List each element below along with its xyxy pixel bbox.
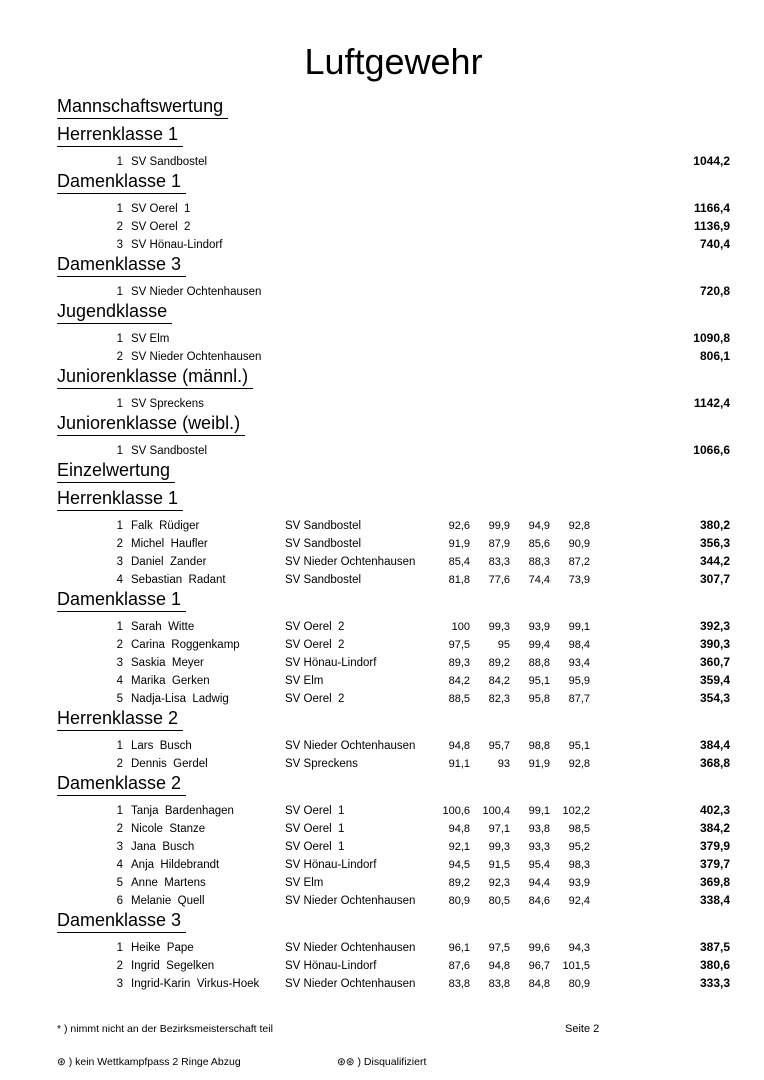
club-cell: SV Oerel 2 xyxy=(285,621,345,633)
class-heading xyxy=(57,708,730,731)
series-score-cell-3: 74,4 xyxy=(528,574,550,586)
class-heading-label: Damenklasse 3 xyxy=(57,254,186,277)
class-rows xyxy=(57,152,730,170)
class-heading xyxy=(57,254,730,277)
rank-cell: 2 xyxy=(116,351,123,363)
total-score-cell: 402,3 xyxy=(699,803,730,817)
shooter-name-cell: Lars Busch xyxy=(131,740,192,752)
page-title: Luftgewehr xyxy=(304,41,483,82)
series-score-cell-3: 88,8 xyxy=(528,657,550,669)
class-rows xyxy=(57,329,730,365)
series-score-cell-2: 83,8 xyxy=(488,978,510,990)
individual-result-row xyxy=(57,819,730,837)
series-score-cell-2: 91,5 xyxy=(488,859,510,871)
result-class-block xyxy=(57,773,730,909)
team-results-section xyxy=(57,96,730,459)
club-cell: SV Oerel 2 xyxy=(285,639,345,651)
team-name-cell: SV Sandbostel xyxy=(131,445,208,457)
series-score-cell-4: 102,2 xyxy=(562,805,590,817)
series-score-cell-1: 100,6 xyxy=(442,805,470,817)
class-heading-label: Juniorenklasse (männl.) xyxy=(57,366,253,389)
series-score-cell-2: 84,2 xyxy=(488,675,510,687)
class-heading-label: Jugendklasse xyxy=(57,301,172,324)
series-score-cell-3: 88,3 xyxy=(528,556,550,568)
team-name-cell: SV Nieder Ochtenhausen xyxy=(131,286,262,298)
series-score-cell-1: 89,2 xyxy=(448,877,470,889)
club-cell: SV Oerel 2 xyxy=(285,693,345,705)
footnote-disqualified: ⊛⊛ ) Disqualifiziert xyxy=(337,1056,427,1068)
club-cell: SV Nieder Ochtenhausen xyxy=(285,895,416,907)
rank-cell: 1 xyxy=(116,398,123,410)
series-score-cell-1: 84,2 xyxy=(448,675,470,687)
total-score-cell: 1136,9 xyxy=(693,219,730,233)
rank-cell: 3 xyxy=(116,841,123,853)
rank-cell: 5 xyxy=(116,693,123,705)
series-score-cell-2: 100,4 xyxy=(482,805,510,817)
total-score-cell: 338,4 xyxy=(699,893,730,907)
footer-line-2 xyxy=(57,1055,730,1069)
team-result-row xyxy=(57,329,730,347)
team-classes-container xyxy=(57,124,730,459)
series-score-cell-1: 100 xyxy=(451,621,470,633)
class-heading-label: Juniorenklasse (weibl.) xyxy=(57,413,245,436)
shooter-name-cell: Sebastian Radant xyxy=(131,574,226,586)
team-name-cell: SV Hönau-Lindorf xyxy=(131,239,223,251)
shooter-name-cell: Melanie Quell xyxy=(131,895,205,907)
team-section-heading xyxy=(57,96,730,119)
series-score-cell-3: 96,7 xyxy=(528,960,550,972)
individual-section-heading-label: Einzelwertung xyxy=(57,460,175,483)
series-score-cell-4: 98,4 xyxy=(568,639,590,651)
series-score-cell-1: 83,8 xyxy=(448,978,470,990)
rank-cell: 1 xyxy=(116,805,123,817)
total-score-cell: 307,7 xyxy=(699,572,730,586)
shooter-name-cell: Anja Hildebrandt xyxy=(131,859,220,871)
shooter-name-cell: Marika Gerken xyxy=(131,675,210,687)
class-heading xyxy=(57,589,730,612)
series-score-cell-3: 93,8 xyxy=(528,823,550,835)
class-rows xyxy=(57,394,730,412)
series-score-cell-3: 84,6 xyxy=(528,895,550,907)
total-score-cell: 390,3 xyxy=(699,637,730,651)
rank-cell: 1 xyxy=(116,942,123,954)
total-score-cell: 1142,4 xyxy=(693,396,730,410)
result-class-block xyxy=(57,254,730,300)
series-score-cell-4: 73,9 xyxy=(568,574,590,586)
total-score-cell: 1066,6 xyxy=(693,443,730,457)
class-heading-label: Damenklasse 1 xyxy=(57,171,186,194)
club-cell: SV Sandbostel xyxy=(285,520,362,532)
series-score-cell-1: 92,1 xyxy=(448,841,470,853)
rank-cell: 1 xyxy=(116,621,123,633)
club-cell: SV Nieder Ochtenhausen xyxy=(285,942,416,954)
club-cell: SV Spreckens xyxy=(285,758,358,770)
series-score-cell-3: 91,9 xyxy=(528,758,550,770)
individual-result-row xyxy=(57,956,730,974)
series-score-cell-1: 91,1 xyxy=(448,758,470,770)
series-score-cell-3: 93,9 xyxy=(528,621,550,633)
series-score-cell-2: 94,8 xyxy=(488,960,510,972)
series-score-cell-1: 91,9 xyxy=(448,538,470,550)
class-heading-label: Damenklasse 1 xyxy=(57,589,186,612)
result-class-block xyxy=(57,589,730,707)
shooter-name-cell: Nicole Stanze xyxy=(131,823,206,835)
series-score-cell-4: 92,8 xyxy=(568,758,590,770)
team-section-heading-label: Mannschaftswertung xyxy=(57,96,228,119)
series-score-cell-4: 101,5 xyxy=(562,960,590,972)
shooter-name-cell: Heike Pape xyxy=(131,942,194,954)
club-cell: SV Oerel 1 xyxy=(285,841,345,853)
class-heading-label: Herrenklasse 1 xyxy=(57,124,183,147)
class-heading xyxy=(57,773,730,796)
total-score-cell: 379,7 xyxy=(699,857,730,871)
series-score-cell-4: 94,3 xyxy=(568,942,590,954)
result-class-block xyxy=(57,413,730,459)
class-heading xyxy=(57,301,730,324)
series-score-cell-3: 84,8 xyxy=(528,978,550,990)
class-heading-label: Damenklasse 3 xyxy=(57,910,186,933)
series-score-cell-3: 95,1 xyxy=(528,675,550,687)
club-cell: SV Hönau-Lindorf xyxy=(285,960,377,972)
individual-results-section xyxy=(57,460,730,992)
individual-result-row xyxy=(57,516,730,534)
class-heading-label: Damenklasse 2 xyxy=(57,773,186,796)
class-rows xyxy=(57,938,730,992)
rank-cell: 1 xyxy=(116,286,123,298)
team-name-cell: SV Sandbostel xyxy=(131,156,208,168)
shooter-name-cell: Falk Rüdiger xyxy=(131,520,200,532)
series-score-cell-1: 92,6 xyxy=(448,520,470,532)
class-rows xyxy=(57,801,730,909)
series-score-cell-4: 99,1 xyxy=(568,621,590,633)
series-score-cell-1: 87,6 xyxy=(448,960,470,972)
series-score-cell-3: 85,6 xyxy=(528,538,550,550)
series-score-cell-2: 89,2 xyxy=(488,657,510,669)
shooter-name-cell: Sarah Witte xyxy=(131,621,195,633)
shooter-name-cell: Dennis Gerdel xyxy=(131,758,208,770)
individual-result-row xyxy=(57,754,730,772)
series-score-cell-4: 93,9 xyxy=(568,877,590,889)
individual-result-row xyxy=(57,671,730,689)
total-score-cell: 1166,4 xyxy=(693,201,730,215)
shooter-name-cell: Nadja-Lisa Ladwig xyxy=(131,693,229,705)
shooter-name-cell: Tanja Bardenhagen xyxy=(131,805,234,817)
series-score-cell-3: 95,8 xyxy=(528,693,550,705)
series-score-cell-1: 80,9 xyxy=(448,895,470,907)
series-score-cell-4: 87,7 xyxy=(568,693,590,705)
page-number: Seite 2 xyxy=(565,1023,600,1035)
shooter-name-cell: Jana Busch xyxy=(131,841,195,853)
series-score-cell-3: 94,9 xyxy=(528,520,550,532)
team-result-row xyxy=(57,235,730,253)
individual-result-row xyxy=(57,552,730,570)
series-score-cell-1: 96,1 xyxy=(448,942,470,954)
series-score-cell-4: 90,9 xyxy=(568,538,590,550)
total-score-cell: 384,2 xyxy=(699,821,730,835)
total-score-cell: 368,8 xyxy=(699,756,730,770)
class-rows xyxy=(57,736,730,772)
rank-cell: 3 xyxy=(116,556,123,568)
series-score-cell-2: 97,5 xyxy=(488,942,510,954)
footnote-pass: ⊛ ) kein Wettkampfpass 2 Ringe Abzug xyxy=(57,1056,241,1068)
total-score-cell: 740,4 xyxy=(699,237,730,251)
club-cell: SV Hönau-Lindorf xyxy=(285,657,377,669)
series-score-cell-4: 95,2 xyxy=(568,841,590,853)
class-heading xyxy=(57,488,730,511)
series-score-cell-3: 93,3 xyxy=(528,841,550,853)
club-cell: SV Sandbostel xyxy=(285,574,362,586)
rank-cell: 1 xyxy=(116,445,123,457)
rank-cell: 1 xyxy=(116,203,123,215)
club-cell: SV Nieder Ochtenhausen xyxy=(285,740,416,752)
total-score-cell: 720,8 xyxy=(699,284,730,298)
individual-result-row xyxy=(57,617,730,635)
rank-cell: 5 xyxy=(116,877,123,889)
rank-cell: 2 xyxy=(116,758,123,770)
individual-section-heading xyxy=(57,460,730,483)
total-score-cell: 359,4 xyxy=(699,673,730,687)
club-cell: SV Elm xyxy=(285,675,324,687)
series-score-cell-4: 93,4 xyxy=(568,657,590,669)
individual-classes-container xyxy=(57,488,730,992)
total-score-cell: 369,8 xyxy=(699,875,730,889)
series-score-cell-1: 81,8 xyxy=(448,574,470,586)
result-class-block xyxy=(57,171,730,253)
series-score-cell-4: 98,5 xyxy=(568,823,590,835)
individual-result-row xyxy=(57,534,730,552)
class-rows xyxy=(57,199,730,253)
rank-cell: 1 xyxy=(116,520,123,532)
team-name-cell: SV Nieder Ochtenhausen xyxy=(131,351,262,363)
individual-result-row xyxy=(57,736,730,754)
team-name-cell: SV Oerel 2 xyxy=(131,221,191,233)
total-score-cell: 806,1 xyxy=(699,349,730,363)
rank-cell: 6 xyxy=(116,895,123,907)
series-score-cell-2: 99,3 xyxy=(488,841,510,853)
series-score-cell-2: 77,6 xyxy=(488,574,510,586)
series-score-cell-2: 82,3 xyxy=(488,693,510,705)
individual-result-row xyxy=(57,873,730,891)
footer-line-1 xyxy=(57,1022,730,1036)
result-class-block xyxy=(57,124,730,170)
club-cell: SV Oerel 1 xyxy=(285,823,345,835)
club-cell: SV Nieder Ochtenhausen xyxy=(285,556,416,568)
series-score-cell-2: 99,9 xyxy=(488,520,510,532)
rank-cell: 3 xyxy=(116,657,123,669)
individual-result-row xyxy=(57,837,730,855)
individual-result-row xyxy=(57,689,730,707)
class-heading xyxy=(57,366,730,389)
class-rows xyxy=(57,516,730,588)
result-class-block xyxy=(57,366,730,412)
team-name-cell: SV Spreckens xyxy=(131,398,204,410)
shooter-name-cell: Anne Martens xyxy=(131,877,206,889)
series-score-cell-2: 95 xyxy=(497,639,510,651)
footnote-asterisk: * ) nimmt nicht an der Bezirksmeisterschaft teil xyxy=(57,1023,273,1035)
team-result-row xyxy=(57,152,730,170)
series-score-cell-2: 97,1 xyxy=(488,823,510,835)
series-score-cell-2: 99,3 xyxy=(488,621,510,633)
series-score-cell-3: 99,6 xyxy=(528,942,550,954)
individual-result-row xyxy=(57,653,730,671)
series-score-cell-3: 98,8 xyxy=(528,740,550,752)
result-class-block xyxy=(57,488,730,588)
total-score-cell: 1044,2 xyxy=(693,154,730,168)
club-cell: SV Nieder Ochtenhausen xyxy=(285,978,416,990)
total-score-cell: 380,2 xyxy=(699,518,730,532)
individual-result-row xyxy=(57,855,730,873)
class-rows xyxy=(57,282,730,300)
total-score-cell: 344,2 xyxy=(699,554,730,568)
series-score-cell-2: 92,3 xyxy=(488,877,510,889)
rank-cell: 2 xyxy=(116,960,123,972)
rank-cell: 4 xyxy=(116,574,123,586)
team-name-cell: SV Elm xyxy=(131,333,170,345)
class-heading xyxy=(57,413,730,436)
series-score-cell-4: 87,2 xyxy=(568,556,590,568)
individual-result-row xyxy=(57,891,730,909)
shooter-name-cell: Daniel Zander xyxy=(131,556,207,568)
team-result-row xyxy=(57,217,730,235)
class-rows xyxy=(57,617,730,707)
rank-cell: 2 xyxy=(116,823,123,835)
series-score-cell-1: 94,8 xyxy=(448,823,470,835)
result-class-block xyxy=(57,708,730,772)
total-score-cell: 360,7 xyxy=(699,655,730,669)
series-score-cell-2: 95,7 xyxy=(488,740,510,752)
shooter-name-cell: Michel Haufler xyxy=(131,538,208,550)
rank-cell: 2 xyxy=(116,538,123,550)
team-result-row xyxy=(57,347,730,365)
club-cell: SV Elm xyxy=(285,877,324,889)
series-score-cell-1: 94,8 xyxy=(448,740,470,752)
class-heading xyxy=(57,171,730,194)
series-score-cell-3: 99,1 xyxy=(528,805,550,817)
rank-cell: 4 xyxy=(116,675,123,687)
series-score-cell-3: 99,4 xyxy=(528,639,550,651)
individual-result-row xyxy=(57,635,730,653)
total-score-cell: 387,5 xyxy=(699,940,730,954)
series-score-cell-4: 95,1 xyxy=(568,740,590,752)
rank-cell: 2 xyxy=(116,639,123,651)
series-score-cell-4: 95,9 xyxy=(568,675,590,687)
series-score-cell-1: 88,5 xyxy=(448,693,470,705)
class-heading-label: Herrenklasse 1 xyxy=(57,488,183,511)
rank-cell: 3 xyxy=(116,239,123,251)
class-heading xyxy=(57,910,730,933)
team-result-row xyxy=(57,282,730,300)
rank-cell: 4 xyxy=(116,859,123,871)
series-score-cell-3: 94,4 xyxy=(528,877,550,889)
team-result-row xyxy=(57,199,730,217)
shooter-name-cell: Ingrid-Karin Virkus-Hoek xyxy=(131,978,260,990)
club-cell: SV Sandbostel xyxy=(285,538,362,550)
total-score-cell: 379,9 xyxy=(699,839,730,853)
shooter-name-cell: Carina Roggenkamp xyxy=(131,639,240,651)
shooter-name-cell: Saskia Meyer xyxy=(131,657,204,669)
series-score-cell-4: 92,8 xyxy=(568,520,590,532)
total-score-cell: 380,6 xyxy=(699,958,730,972)
series-score-cell-2: 93 xyxy=(497,758,510,770)
club-cell: SV Hönau-Lindorf xyxy=(285,859,377,871)
class-heading-label: Herrenklasse 2 xyxy=(57,708,183,731)
team-name-cell: SV Oerel 1 xyxy=(131,203,191,215)
club-cell: SV Oerel 1 xyxy=(285,805,345,817)
series-score-cell-4: 98,3 xyxy=(568,859,590,871)
rank-cell: 2 xyxy=(116,221,123,233)
total-score-cell: 1090,8 xyxy=(693,331,730,345)
team-result-row xyxy=(57,441,730,459)
rank-cell: 3 xyxy=(116,978,123,990)
series-score-cell-1: 97,5 xyxy=(448,639,470,651)
series-score-cell-4: 92,4 xyxy=(568,895,590,907)
series-score-cell-3: 95,4 xyxy=(528,859,550,871)
result-class-block xyxy=(57,910,730,992)
series-score-cell-1: 85,4 xyxy=(448,556,470,568)
series-score-cell-2: 80,5 xyxy=(488,895,510,907)
rank-cell: 1 xyxy=(116,333,123,345)
team-result-row xyxy=(57,394,730,412)
individual-result-row xyxy=(57,570,730,588)
shooter-name-cell: Ingrid Segelken xyxy=(131,960,215,972)
total-score-cell: 333,3 xyxy=(699,976,730,990)
rank-cell: 1 xyxy=(116,740,123,752)
rank-cell: 1 xyxy=(116,156,123,168)
individual-result-row xyxy=(57,974,730,992)
total-score-cell: 356,3 xyxy=(699,536,730,550)
class-heading xyxy=(57,124,730,147)
series-score-cell-4: 80,9 xyxy=(568,978,590,990)
individual-result-row xyxy=(57,938,730,956)
total-score-cell: 354,3 xyxy=(699,691,730,705)
individual-result-row xyxy=(57,801,730,819)
series-score-cell-2: 87,9 xyxy=(488,538,510,550)
series-score-cell-1: 89,3 xyxy=(448,657,470,669)
class-rows xyxy=(57,441,730,459)
series-score-cell-2: 83,3 xyxy=(488,556,510,568)
total-score-cell: 392,3 xyxy=(699,619,730,633)
total-score-cell: 384,4 xyxy=(699,738,730,752)
result-class-block xyxy=(57,301,730,365)
series-score-cell-1: 94,5 xyxy=(448,859,470,871)
